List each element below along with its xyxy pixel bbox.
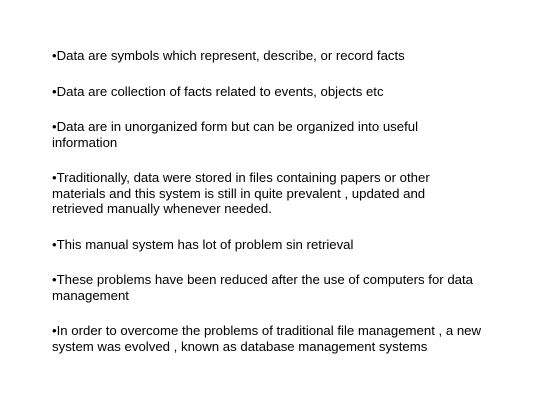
bullet-line: •This manual system has lot of problem sin retrieval (52, 236, 354, 252)
bullet-item (52, 48, 522, 64)
bullet-line: •Data are collection of facts related to events, objects etc (52, 83, 384, 99)
bullet-line: •In order to overcome the problems of traditional file management , a new (52, 323, 482, 338)
bullet-line: information (52, 134, 118, 150)
bullet-line: management (52, 287, 129, 303)
bullet-line: system was evolved , known as database management systems (52, 338, 428, 354)
bullet-line: materials and this system is still in quite prevalent , updated and (52, 185, 426, 201)
bullet-item (52, 84, 522, 100)
bullet-line: •Data are symbols which represent, describe, or record facts (52, 48, 405, 63)
bullet-item (52, 272, 522, 303)
bullet-item (52, 323, 522, 354)
bullet-item (52, 119, 522, 150)
bullet-line: •Traditionally, data were stored in files containing papers or other (52, 170, 430, 185)
bullet-item (52, 170, 522, 217)
bullet-item (52, 237, 522, 253)
bullet-line: •These problems have been reduced after the use of computers for data (52, 272, 474, 287)
bullet-line: retrieved manually whenever needed. (52, 201, 272, 216)
bullet-list (52, 48, 522, 374)
bullet-line: •Data are in unorganized form but can be organized into useful (52, 119, 419, 134)
